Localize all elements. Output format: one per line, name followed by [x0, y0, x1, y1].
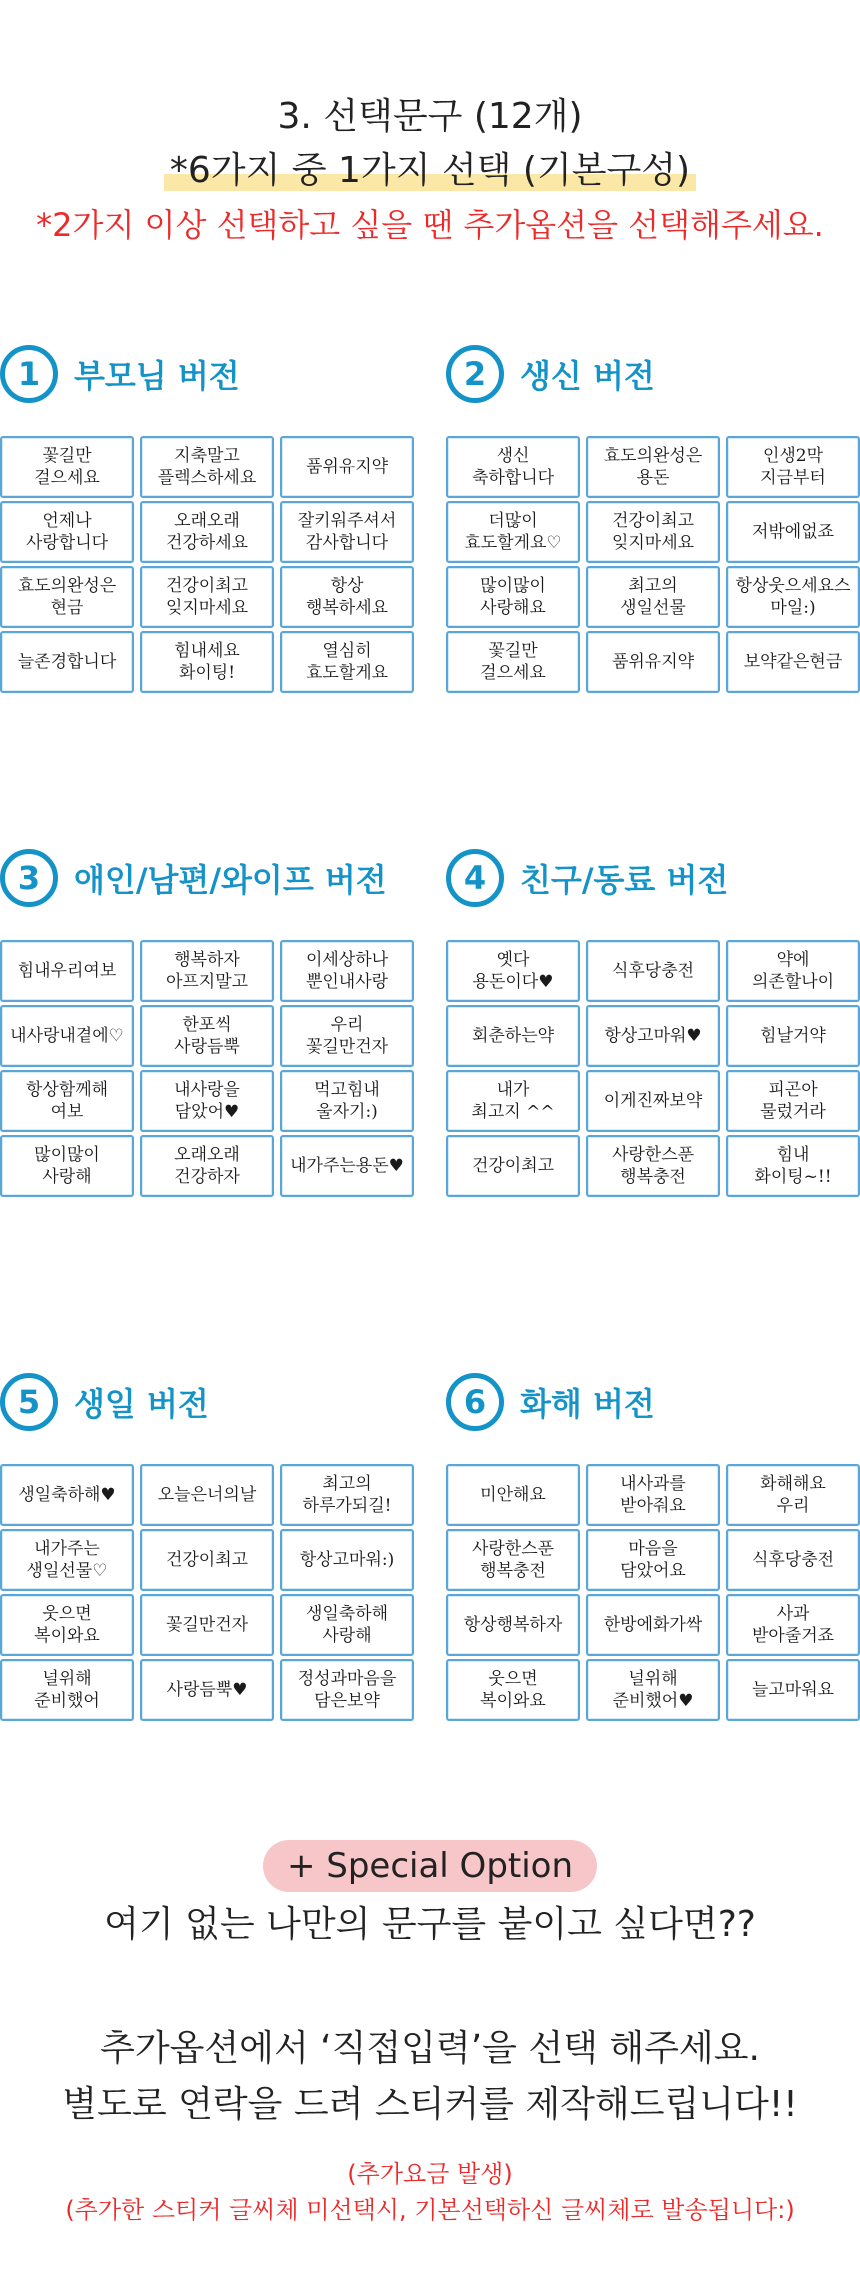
phrase-cell: 언제나 사랑합니다	[0, 501, 134, 563]
phrase-cell: 행복하자 아프지말고	[140, 940, 274, 1002]
phrase-cell: 항상웃으세요스 마일:)	[726, 566, 860, 628]
phrase-cell: 최고의 하루가되길!	[280, 1464, 414, 1526]
section-title	[446, 342, 860, 406]
phrase-cell: 생일축하해♥	[0, 1464, 134, 1526]
font-default-notice: (추가한 스티커 글씨체 미선택시, 기본선택하신 글씨체로 발송됩니다:)	[65, 2196, 795, 2224]
phrase-cell: 한방에화가싹	[586, 1594, 720, 1656]
phrase-cell: 한포씩 사랑듬뿍	[140, 1005, 274, 1067]
version-section-6	[446, 1370, 860, 1721]
phrase-cell: 사랑듬뿍♥	[140, 1659, 274, 1721]
section-number-badge: 2	[446, 345, 504, 403]
phrase-cell: 화해해요 우리	[726, 1464, 860, 1526]
phrase-cell: 더많이 효도할게요♡	[446, 501, 580, 563]
phrase-cell: 힘내 화이팅~!!	[726, 1135, 860, 1197]
phrase-cell: 사랑한스푼 행복충전	[446, 1529, 580, 1591]
phrase-cell: 꽃길만 걸으세요	[0, 436, 134, 498]
phrase-cell: 웃으면 복이와요	[446, 1659, 580, 1721]
phrase-cell: 항상고마워:)	[280, 1529, 414, 1591]
phrase-cell: 최고의 생일선물	[586, 566, 720, 628]
phrase-cell: 힘내세요 화이팅!	[140, 631, 274, 693]
phrase-cell: 늘존경합니다	[0, 631, 134, 693]
phrase-cell: 보약같은현금	[726, 631, 860, 693]
phrase-grid	[0, 436, 420, 693]
phrase-cell: 꽃길만 걸으세요	[446, 631, 580, 693]
phrase-cell: 식후당충전	[586, 940, 720, 1002]
phrase-cell: 정성과마음을 담은보약	[280, 1659, 414, 1721]
section-name: 생일 버전	[74, 1385, 209, 1423]
phrase-cell: 꽃길만건자	[140, 1594, 274, 1656]
phrase-grid	[446, 1464, 860, 1721]
phrase-cell: 우리 꽃길만건자	[280, 1005, 414, 1067]
phrase-cell: 옛다 용돈이다♥	[446, 940, 580, 1002]
phrase-cell: 잘키워주셔서 감사합니다	[280, 501, 414, 563]
phrase-cell: 힘날거약	[726, 1005, 860, 1067]
version-section-3	[0, 846, 420, 1197]
selection-rule	[164, 144, 696, 198]
phrase-cell: 오늘은너의날	[140, 1464, 274, 1526]
special-option-badge: + Special Option	[263, 1840, 597, 1892]
phrase-cell: 인생2막 지금부터	[726, 436, 860, 498]
phrase-cell: 내가주는 생일선물♡	[0, 1529, 134, 1591]
version-section-5	[0, 1370, 420, 1721]
custom-phrase-instruction: 추가옵션에서 ‘직접입력’을 선택 해주세요.	[100, 2028, 760, 2069]
custom-phrase-question: 여기 없는 나만의 문구를 붙이고 싶다면??	[104, 1904, 756, 1945]
phrase-cell: 내사랑내곁에♡	[0, 1005, 134, 1067]
phrase-cell: 웃으면 복이와요	[0, 1594, 134, 1656]
phrase-cell: 효도의완성은 용돈	[586, 436, 720, 498]
phrase-cell: 약에 의존할나이	[726, 940, 860, 1002]
phrase-cell: 건강이최고	[140, 1529, 274, 1591]
phrase-grid	[446, 436, 860, 693]
phrase-cell: 열심히 효도할게요	[280, 631, 414, 693]
section-number-badge: 3	[0, 849, 58, 907]
phrase-grid	[0, 940, 420, 1197]
phrase-cell: 이게진짜보약	[586, 1070, 720, 1132]
phrase-cell: 사과 받아줄거죠	[726, 1594, 860, 1656]
section-name: 애인/남편/와이프 버전	[74, 861, 387, 899]
phrase-cell: 저밖에없죠	[726, 501, 860, 563]
additional-option-notice: *2가지 이상 선택하고 싶을 땐 추가옵션을 선택해주세요.	[36, 206, 824, 244]
version-section-1	[0, 342, 420, 693]
section-title	[0, 846, 420, 910]
special-option-block	[0, 1840, 860, 2228]
section-number-badge: 4	[446, 849, 504, 907]
section-title	[446, 1370, 860, 1434]
extra-fee-notice: (추가요금 발생)	[347, 2160, 513, 2188]
phrase-cell: 내사랑을 담았어♥	[140, 1070, 274, 1132]
phrase-cell: 건강이최고	[446, 1135, 580, 1197]
phrase-cell: 널위해 준비했어	[0, 1659, 134, 1721]
section-title	[446, 846, 860, 910]
phrase-cell: 많이많이 사랑해요	[446, 566, 580, 628]
phrase-cell: 항상 행복하세요	[280, 566, 414, 628]
phrase-cell: 건강이최고 잊지마세요	[586, 501, 720, 563]
phrase-cell: 이세상하나 뿐인내사랑	[280, 940, 414, 1002]
section-name: 화해 버전	[520, 1385, 655, 1423]
phrase-cell: 건강이최고 잊지마세요	[140, 566, 274, 628]
section-name: 생신 버전	[520, 357, 655, 395]
phrase-grid	[446, 940, 860, 1197]
phrase-cell: 피곤아 물렀거라	[726, 1070, 860, 1132]
phrase-cell: 생일축하해 사랑해	[280, 1594, 414, 1656]
phrase-cell: 항상함께해 여보	[0, 1070, 134, 1132]
phrase-cell: 마음을 담았어요	[586, 1529, 720, 1591]
section-title	[0, 1370, 420, 1434]
phrase-cell: 미안해요	[446, 1464, 580, 1526]
section-name: 친구/동료 버전	[520, 861, 729, 899]
section-number-badge: 1	[0, 345, 58, 403]
phrase-grid	[0, 1464, 420, 1721]
phrase-cell: 품위유지약	[586, 631, 720, 693]
section-title	[0, 342, 420, 406]
phrase-cell: 회춘하는약	[446, 1005, 580, 1067]
phrase-cell: 늘고마워요	[726, 1659, 860, 1721]
phrase-cell: 생신 축하합니다	[446, 436, 580, 498]
phrase-cell: 먹고힘내 울자기:)	[280, 1070, 414, 1132]
phrase-cell: 내가 최고지 ^^	[446, 1070, 580, 1132]
section-heading: 3. 선택문구 (12개)	[277, 96, 583, 137]
phrase-cell: 내가주는용돈♥	[280, 1135, 414, 1197]
custom-phrase-contact: 별도로 연락을 드려 스티커를 제작해드립니다!!	[62, 2084, 798, 2125]
version-section-2	[446, 342, 860, 693]
phrase-cell: 효도의완성은 현금	[0, 566, 134, 628]
phrase-cell: 지축말고 플렉스하세요	[140, 436, 274, 498]
version-section-4	[446, 846, 860, 1197]
section-name: 부모님 버전	[74, 357, 240, 395]
phrase-cell: 사랑한스푼 행복충전	[586, 1135, 720, 1197]
phrase-cell: 식후당충전	[726, 1529, 860, 1591]
section-number-badge: 6	[446, 1373, 504, 1431]
page-header	[0, 90, 860, 252]
phrase-cell: 오래오래 건강하자	[140, 1135, 274, 1197]
phrase-cell: 항상행복하자	[446, 1594, 580, 1656]
phrase-cell: 품위유지약	[280, 436, 414, 498]
phrase-cell: 널위해 준비했어♥	[586, 1659, 720, 1721]
section-number-badge: 5	[0, 1373, 58, 1431]
phrase-cell: 항상고마워♥	[586, 1005, 720, 1067]
selection-rule-text: *6가지 중 1가지 선택 (기본구성)	[164, 150, 696, 191]
phrase-cell: 오래오래 건강하세요	[140, 501, 274, 563]
phrase-cell: 많이많이 사랑해	[0, 1135, 134, 1197]
phrase-cell: 힘내우리여보	[0, 940, 134, 1002]
phrase-cell: 내사과를 받아줘요	[586, 1464, 720, 1526]
